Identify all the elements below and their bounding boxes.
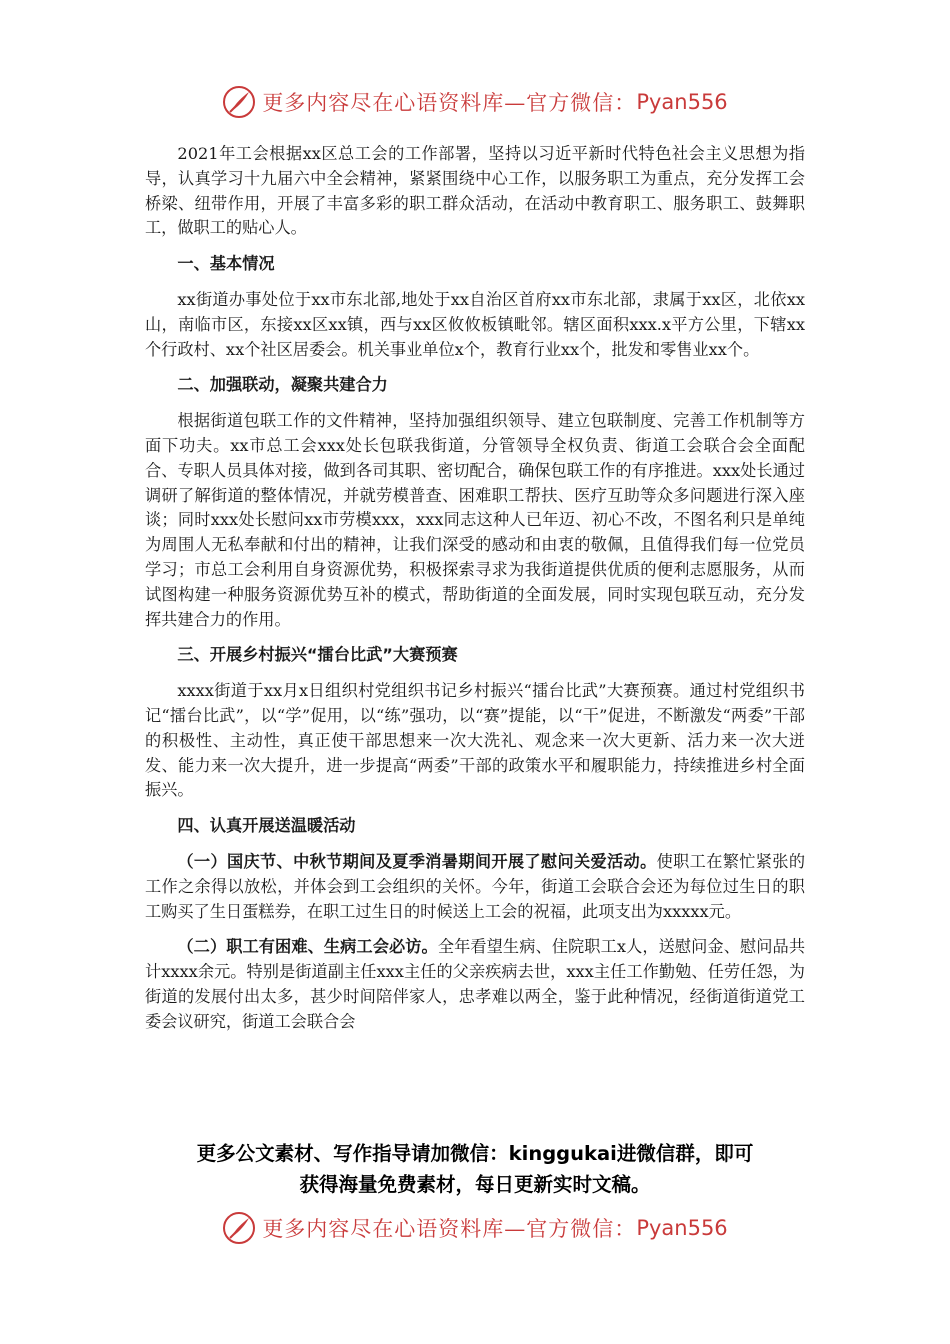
promo-footer <box>100 1138 850 1200</box>
promo-line-2: 获得海量免费素材，每日更新实时文稿。 <box>299 1173 651 1196</box>
banner-wechat-id: Pyan556 <box>636 90 728 114</box>
banner-wechat-id: Pyan556 <box>636 1216 728 1240</box>
intro-paragraph: 2021年工会根据xx区总工会的工作部署，坚持以习近平新时代特色社会主义思想为指导，认真学习十九届六中全会精神，紧紧围绕中心工作，以服务职工为重点，充分发挥工会桥梁、纽带作用，开展了丰富多彩的职工群众活动，在活动中教育职工、服务职工、鼓舞职工，做职工的贴心人。 <box>145 144 805 238</box>
section-2-heading: 二、加强联动，凝聚共建合力 <box>177 375 388 395</box>
item-2-lead: （二）职工有困难、生病工会必访。 <box>177 937 438 957</box>
document-body <box>145 142 805 1046</box>
banner-text: 更多内容尽在心语资料库—官方微信： <box>262 91 637 115</box>
promo-line-1: 更多公文素材、写作指导请加微信：kinggukai进微信群，即可 <box>196 1142 754 1165</box>
quill-logo-icon <box>222 1211 256 1245</box>
item-2-body: 全年看望生病、住院职工x人，送慰问金、慰问品共计xxxx余元。特别是街道副主任xxx主任的父亲疾病去世，xxx主任工作勤勉、任劳任怨，为街道的发展付出太多，甚少时间陪伴家人，忠孝难以两全，鉴于此种情况，经街道街道党工委会议研究，街道工会联合会 <box>145 937 806 1031</box>
section-1-heading: 一、基本情况 <box>177 254 275 274</box>
section-1-body: xx街道办事处位于xx市东北部,地处于xx自治区首府xx市东北部，隶属于xx区，北依xx山，南临市区，东接xx区xx镇，西与xx区攸攸板镇毗邻。辖区面积xxx.x平方公里，下辖xx个行政村、xx个社区居委会。机关事业单位x个，教育行业xx个，批发和零售业xx个。 <box>145 289 805 359</box>
section-4-heading: 四、认真开展送温暖活动 <box>177 816 356 836</box>
item-1-body: 使职工在繁忙紧张的工作之余得以放松，并体会到工会组织的关怀。今年，街道工会联合会还为每位过生日的职工购买了生日蛋糕券，在职工过生日的时候送上工会的祝福，此项支出为xxxxx元。 <box>145 851 806 921</box>
section-3-heading: 三、开展乡村振兴“擂台比武”大赛预赛 <box>177 645 458 665</box>
section-3-body: xxxx街道于xx月x日组织村党组织书记乡村振兴“擂台比武”大赛预赛。通过村党组织书记“擂台比武”，以“学”促用，以“练”强功，以“赛”提能，以“干”促进，不断激发“两委”干部的积极性、主动性，真正使干部思想来一次大洗礼、观念来一次大更新、活力来一次大迸发、能力来一次大提升，进一步提高“两委”干部的政策水平和履职能力，持续推进乡村全面振兴。 <box>145 681 805 800</box>
footer-banner <box>0 1208 950 1248</box>
section-2-body: 根据街道包联工作的文件精神，坚持加强组织领导、建立包联制度、完善工作机制等方面下功夫。xx市总工会xxx处长包联我街道，分管领导全权负责、街道工会联合会全面配合、专职人员具体对接，做到各司其职、密切配合，确保包联工作的有序推进。xxx处长通过调研了解街道的整体情况，并就劳模普查、困难职工帮扶、医疗互助等众多问题进行深入座谈；同时xxx处长慰问xx市劳模xxx，xxx同志这种人已年迈、初心不改，不图名利只是单纯为周围人无私奉献和付出的精神，让我们深受的感动和由衷的敬佩，且值得我们每一位党员学习；市总工会利用自身资源优势，积极探索寻求为我街道提供优质的便利志愿服务，从而试图构建一种服务资源优势互补的模式，帮助街道的全面发展，同时实现包联互动，充分发挥共建合力的作用。 <box>145 411 805 629</box>
header-banner <box>0 82 950 122</box>
section-4-item-2 <box>145 935 805 1034</box>
item-1-lead: （一）国庆节、中秋节期间及夏季消暑期间开展了慰问关爱活动。 <box>177 851 657 871</box>
banner-text: 更多内容尽在心语资料库—官方微信： <box>262 1217 637 1241</box>
quill-logo-icon <box>222 85 256 119</box>
section-4-item-1 <box>145 850 805 924</box>
